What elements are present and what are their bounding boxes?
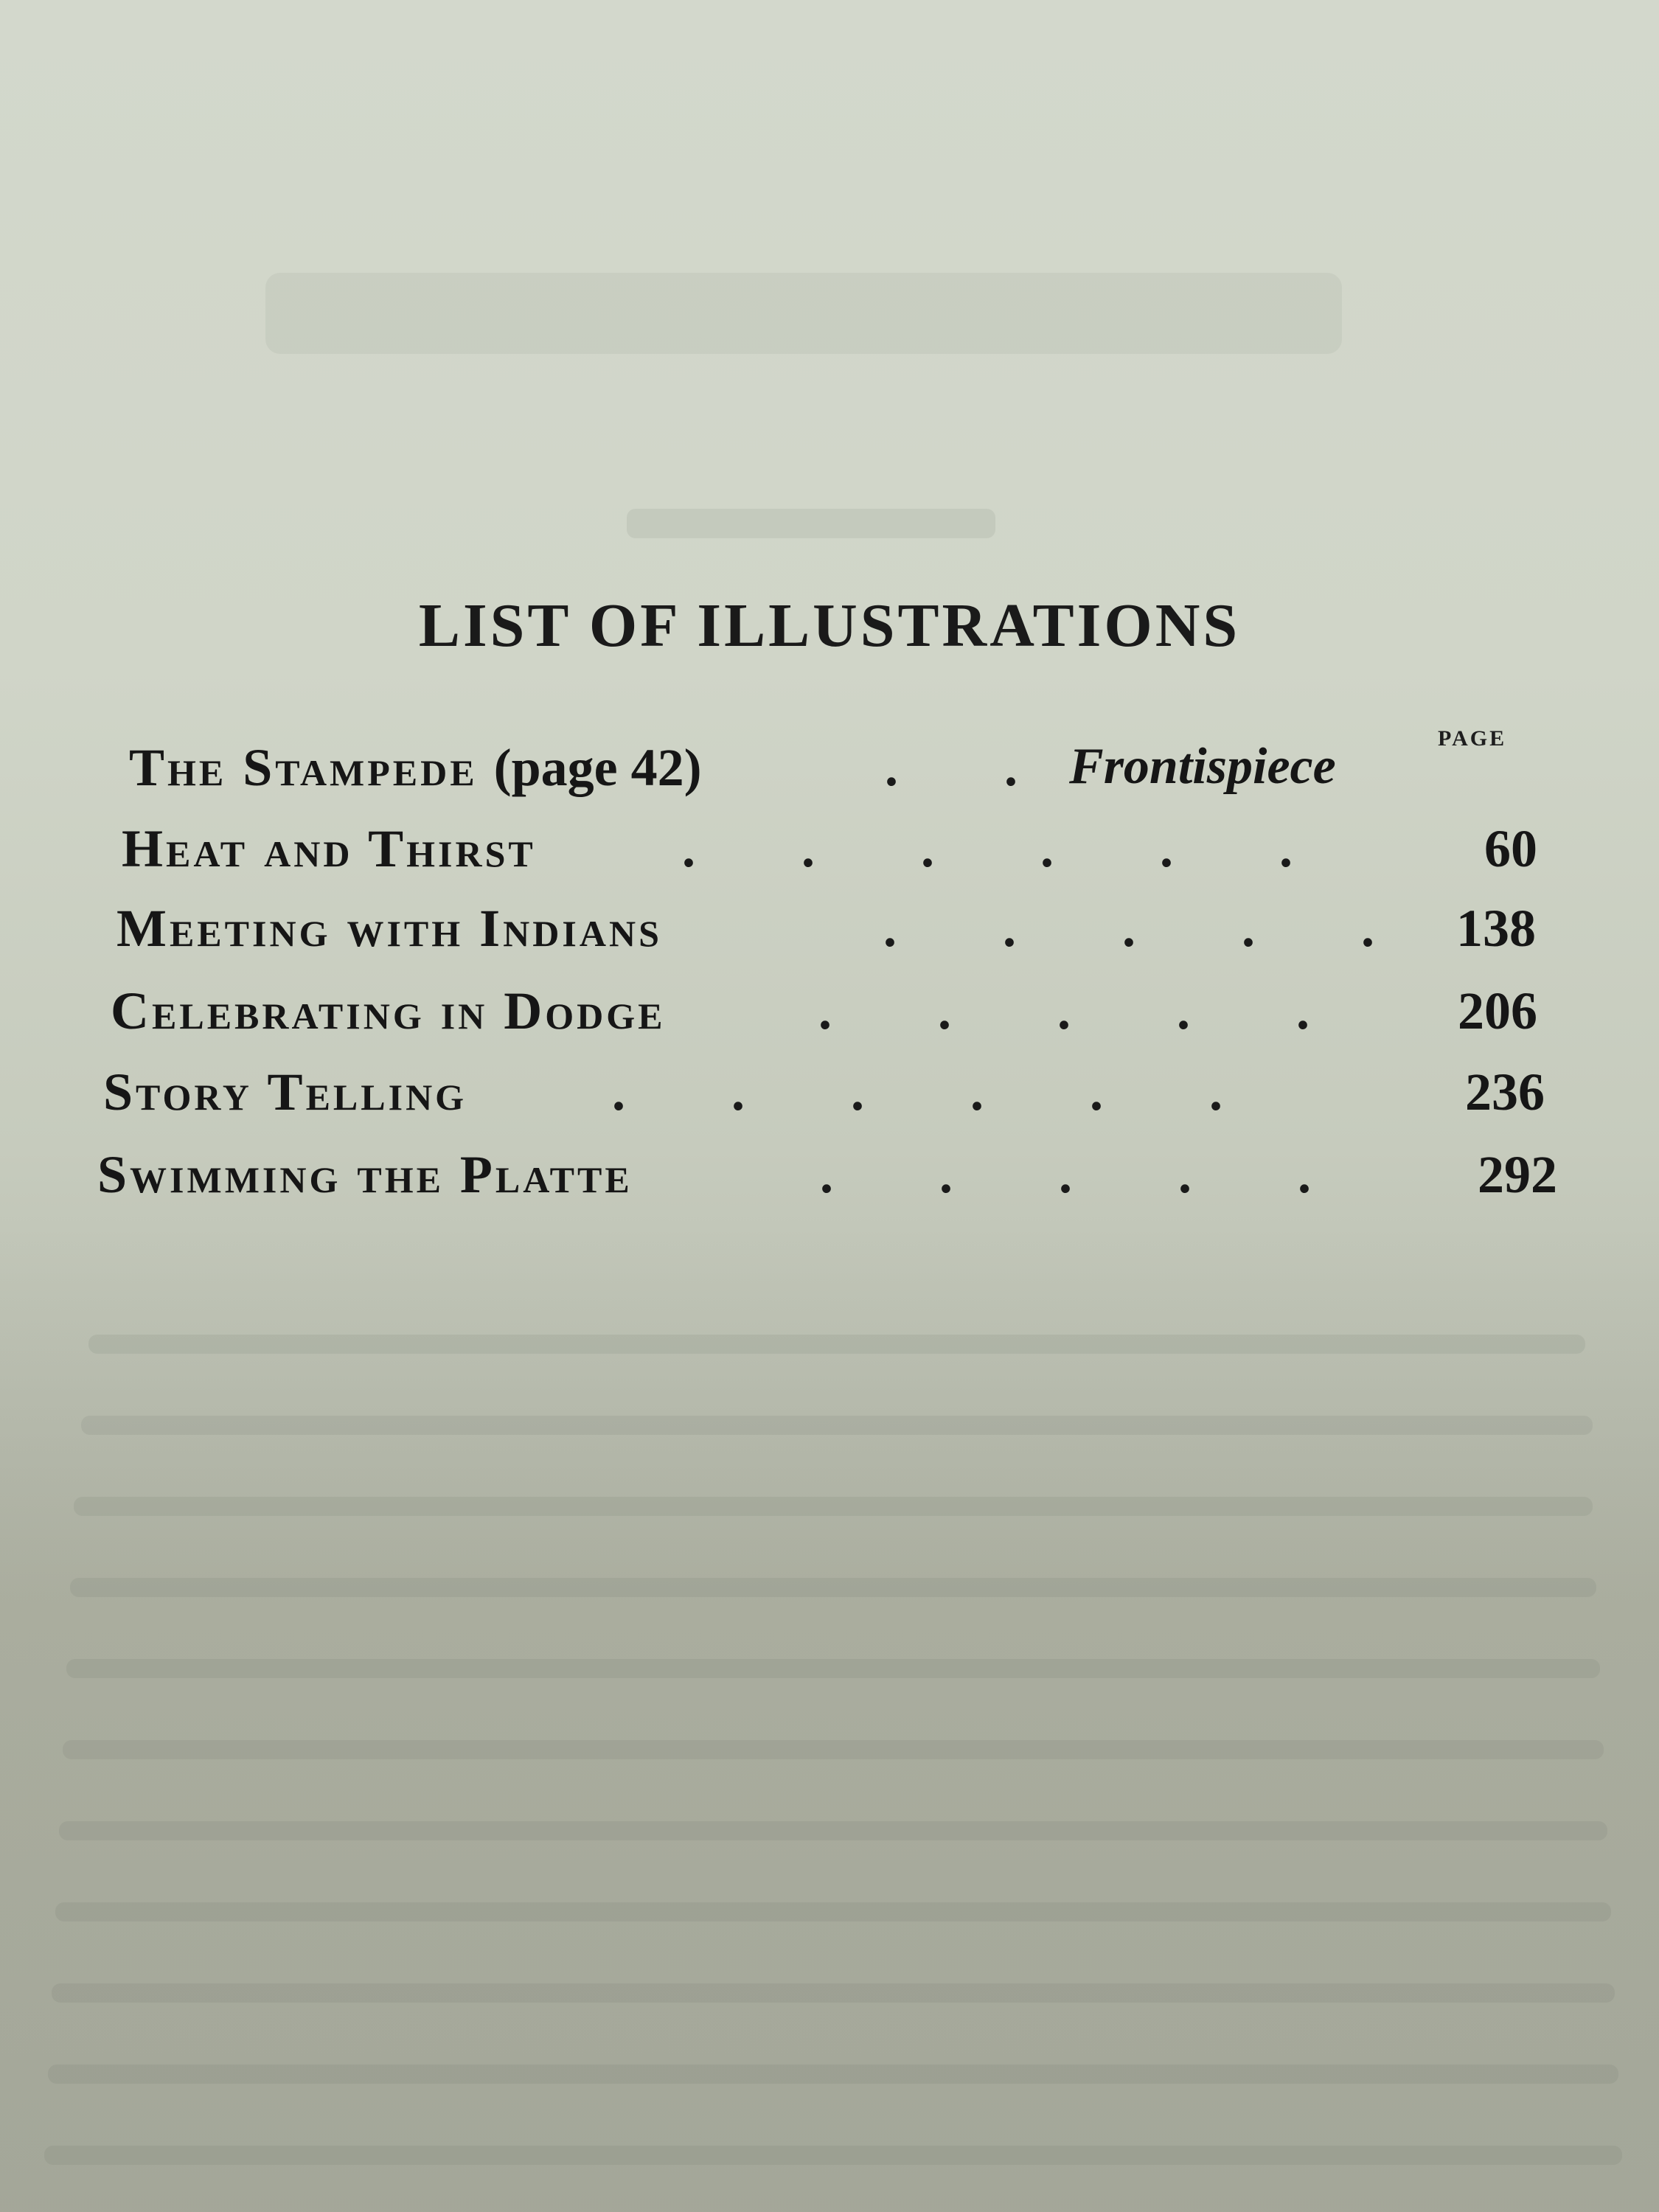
ghost-line — [59, 1821, 1607, 1840]
leader-dots: . . . . . — [820, 1145, 1311, 1204]
ghost-line — [88, 1335, 1585, 1354]
illustration-title: Celebrating in Dodge — [111, 981, 666, 1040]
leader-dots: . . . . . — [818, 981, 1310, 1040]
leader-dots: . . — [885, 738, 1018, 797]
ghost-line — [52, 1983, 1615, 2003]
list-item — [97, 1144, 1557, 1218]
illustration-title: Heat and Thirst — [122, 819, 536, 878]
ghost-line — [81, 1416, 1593, 1435]
ghost-heading — [265, 273, 1342, 354]
leader-dots: . . . . . . — [612, 1062, 1222, 1121]
page-column-label: PAGE — [1438, 726, 1507, 751]
ghost-line — [63, 1740, 1604, 1759]
list-item — [122, 818, 1537, 892]
illustration-page: Frontispiece — [1069, 738, 1336, 795]
list-item — [111, 981, 1537, 1054]
illustration-page: 236 — [1465, 1062, 1545, 1121]
photo-shadow — [0, 1217, 1659, 2212]
illustration-title: Story Telling — [103, 1062, 467, 1121]
illustration-page: 60 — [1484, 819, 1537, 878]
page-title: LIST OF ILLUSTRATIONS — [418, 591, 1241, 660]
ghost-line — [66, 1659, 1600, 1678]
list-item — [116, 898, 1536, 972]
illustration-page: 292 — [1478, 1145, 1557, 1204]
leader-dots: . . . . . . — [682, 819, 1293, 878]
ghost-line — [70, 1578, 1596, 1597]
ghost-line — [55, 1902, 1611, 1921]
ghost-line — [44, 2146, 1622, 2165]
illustration-page: 206 — [1458, 981, 1537, 1040]
ghost-line — [627, 509, 995, 538]
list-item — [129, 737, 1530, 811]
ghost-line — [48, 2065, 1618, 2084]
illustration-title: The Stampede (page 42) — [129, 738, 702, 797]
illustration-title: Swimming the Platte — [97, 1145, 633, 1204]
ghost-line — [74, 1497, 1593, 1516]
illustration-page: 138 — [1456, 899, 1536, 958]
illustration-title: Meeting with Indians — [116, 899, 662, 958]
list-item — [103, 1062, 1545, 1135]
leader-dots: . . . . . — [883, 899, 1374, 958]
